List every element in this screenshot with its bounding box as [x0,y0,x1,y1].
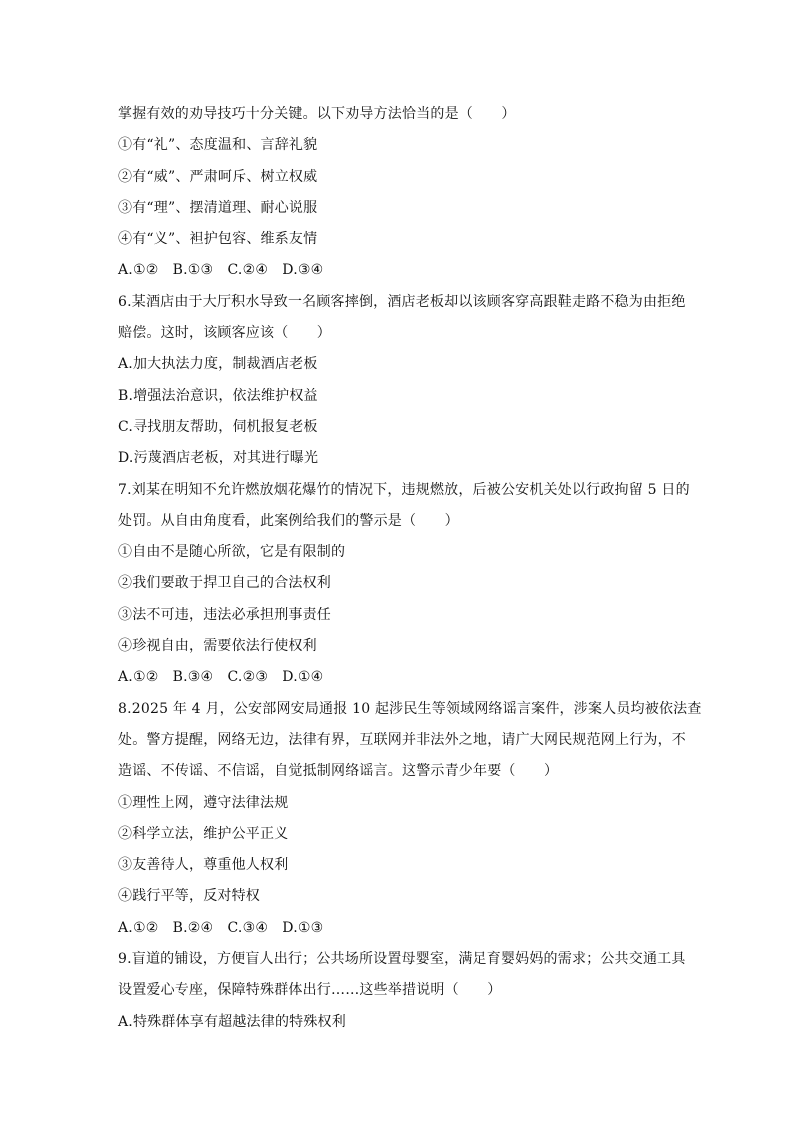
question-5-stem: 掌握有效的劝导技巧十分关键。以下劝导方法恰当的是（ ） [118,106,516,122]
question-8-stem-line-2: 处。警方提醒，网络无边，法律有界，互联网并非法外之地，请广大网民规范网上行为，不 [118,731,686,748]
question-6-stem-line-1: 6.某酒店由于大厅积水导致一名顾客摔倒，酒店老板却以该顾客穿高跟鞋走路不稳为由拒绝 [118,293,686,310]
question-8-option-2: ②科学立法，维护公平正义 [118,825,289,842]
question-6-choice-d: D.污蔑酒店老板，对其进行曝光 [118,450,319,467]
question-7-option-3: ③法不可违，违法必承担刑事责任 [118,606,331,623]
question-6-choice-a: A.加大执法力度，制裁酒店老板 [118,356,318,373]
question-7-option-2: ②我们要敢于捍卫自己的合法权利 [118,575,331,592]
document-page [118,99,702,1038]
question-8-answer-choices: A.①② B.②④ C.③④ D.①③ [118,919,324,936]
question-7-option-4: ④珍视自由，需要依法行使权利 [118,638,317,655]
question-7-stem-line-2: 处罚。从自由角度看，此案例给我们的警示是（ ） [118,512,459,529]
question-6-choice-c: C.寻找朋友帮助，伺机报复老板 [118,418,318,435]
question-5-option-4: ④有“义”、袒护包容、维系友情 [118,231,318,248]
question-9-choice-a: A.特殊群体享有超越法律的特殊权利 [118,1013,346,1030]
question-5-option-3: ③有“理”、摆清道理、耐心说服 [118,199,318,216]
question-9-stem-line-2: 设置爱心专座，保障特殊群体出行……这些举措说明（ ） [118,982,502,999]
question-7-option-1: ①自由不是随心所欲，它是有限制的 [118,544,346,561]
question-7-answer-choices: A.①② B.③④ C.②③ D.①④ [118,669,324,686]
question-5-option-1: ①有“礼”、态度温和、言辞礼貌 [118,137,318,154]
question-5-answer-choices: A.①② B.①③ C.②④ D.③④ [118,262,324,279]
question-8-option-4: ④践行平等，反对特权 [118,888,260,905]
question-6-stem-line-2: 赔偿。这时，该顾客应该（ ） [118,325,331,342]
question-9-stem-line-1: 9.盲道的铺设，方便盲人出行；公共场所设置母婴室，满足育婴妈妈的需求；公共交通工具 [118,951,686,968]
question-8-stem-line-1: 8.2025 年 4 月，公安部网安局通报 10 起涉民生等领域网络谣言案件，涉案人员均被依法查 [118,700,702,717]
question-8-stem-line-3: 造谣、不传谣、不信谣，自觉抵制网络谣言。这警示青少年要（ ） [118,763,559,780]
question-7-stem-line-1: 7.刘某在明知不允许燃放烟花爆竹的情况下，违规燃放，后被公安机关处以行政拘留 5 日的 [118,481,690,498]
question-8-option-3: ③友善待人，尊重他人权利 [118,857,289,874]
question-6-choice-b: B.增强法治意识，依法维护权益 [118,387,318,404]
question-5-option-2: ②有“威”、严肃呵斥、树立权威 [118,168,318,185]
question-8-option-1: ①理性上网，遵守法律法规 [118,794,289,811]
